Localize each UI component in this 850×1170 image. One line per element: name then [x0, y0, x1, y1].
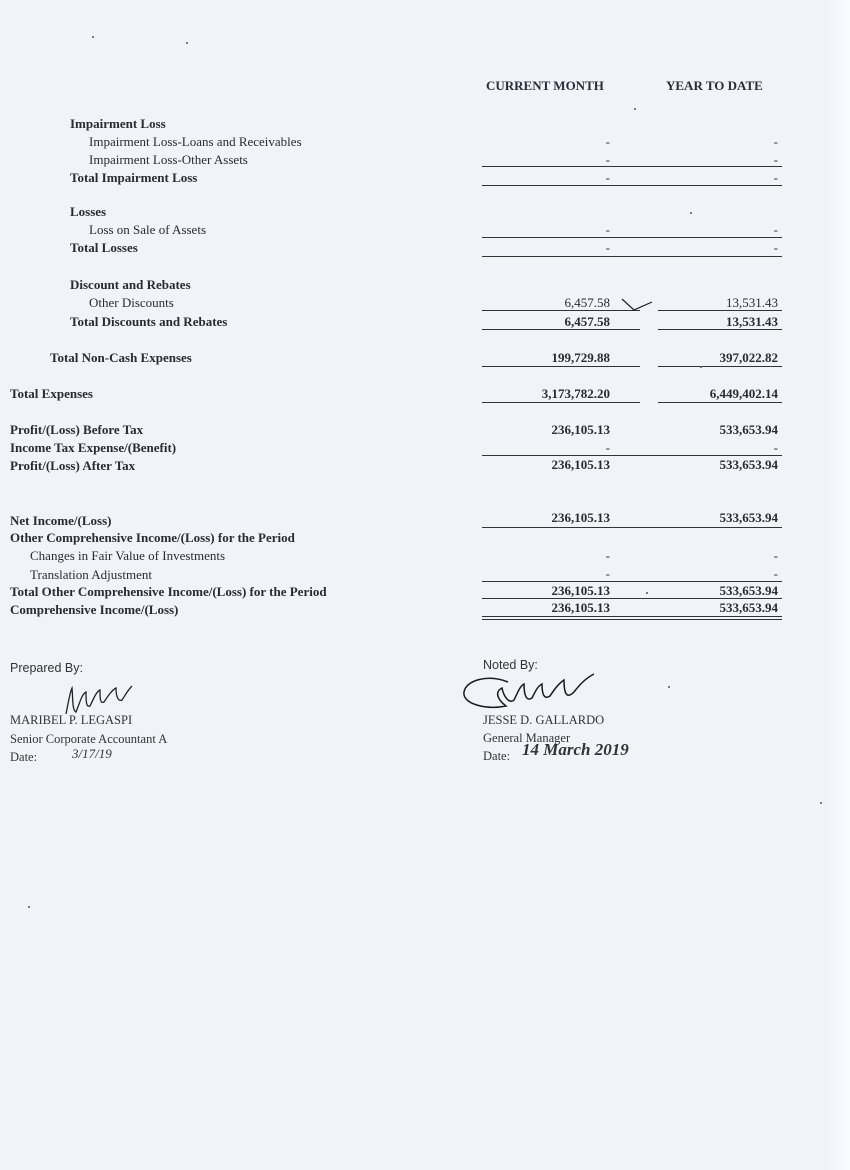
profit-after-tax-ytd: 533,653.94: [719, 457, 778, 472]
scan-speck: [690, 212, 692, 214]
changes-fair-value-cm: -: [605, 548, 610, 563]
rule: [482, 402, 640, 403]
total-non-cash-cm: 199,729.88: [551, 350, 610, 365]
scan-speck: [634, 108, 636, 110]
row-loss-sale-assets-ytd: -: [773, 222, 778, 237]
total-losses-cm: -: [605, 240, 610, 255]
row-impairment-loans-ytd: -: [773, 134, 778, 149]
total-other-comprehensive-label: Total Other Comprehensive Income/(Loss) for the Period: [10, 584, 327, 599]
noted-by-date-label: Date:: [483, 749, 511, 763]
prepared-by-date: 3/17/19: [72, 746, 112, 761]
noted-by-heading: Noted By:: [483, 658, 538, 672]
rule: [482, 616, 782, 617]
row-other-discounts-cm: 6,457.58: [564, 295, 610, 310]
income-tax-cm: -: [605, 440, 610, 455]
profit-before-tax-cm: 236,105.13: [551, 422, 610, 437]
rule: [482, 598, 782, 599]
row-other-discounts-ytd: 13,531.43: [726, 295, 778, 310]
scan-speck: [820, 802, 822, 804]
total-discounts-ytd: 13,531.43: [726, 314, 778, 329]
noted-by-title: General Manager: [483, 731, 571, 745]
row-impairment-other-cm: -: [605, 152, 610, 167]
scan-speck: [700, 366, 702, 368]
scan-speck: [646, 592, 648, 594]
rule: [482, 166, 782, 167]
total-impairment-label: Total Impairment Loss: [70, 170, 198, 185]
rule: [658, 310, 782, 311]
scan-speck: [28, 906, 30, 908]
scan-speck: [92, 36, 94, 38]
total-other-comprehensive-cm: 236,105.13: [551, 583, 610, 598]
total-losses-label: Total Losses: [70, 240, 138, 255]
total-impairment-ytd: -: [773, 170, 778, 185]
section-losses: Losses: [70, 204, 107, 219]
profit-before-tax-ytd: 533,653.94: [719, 422, 778, 437]
income-tax-ytd: -: [773, 440, 778, 455]
row-other-discounts-label: Other Discounts: [89, 295, 174, 310]
rule: [482, 329, 640, 330]
comprehensive-income-label: Comprehensive Income/(Loss): [10, 602, 179, 617]
rule: [482, 256, 782, 257]
total-discounts-label: Total Discounts and Rebates: [70, 314, 228, 329]
total-non-cash-ytd: 397,022.82: [719, 350, 778, 365]
income-tax-label: Income Tax Expense/(Benefit): [10, 440, 177, 455]
net-income-cm: 236,105.13: [551, 510, 610, 525]
page-edge: [826, 0, 850, 1170]
row-impairment-other-ytd: -: [773, 152, 778, 167]
total-expenses-cm: 3,173,782.20: [541, 386, 610, 401]
total-expenses-ytd: 6,449,402.14: [709, 386, 778, 401]
comprehensive-income-ytd: 533,653.94: [719, 600, 778, 615]
rule: [482, 185, 782, 186]
noted-by-date: 14 March 2019: [522, 740, 629, 759]
row-loss-sale-assets-label: Loss on Sale of Assets: [89, 222, 206, 237]
scan-speck: [186, 42, 188, 44]
row-loss-sale-assets-cm: -: [605, 222, 610, 237]
rule: [482, 455, 782, 456]
row-impairment-other-label: Impairment Loss-Other Assets: [89, 152, 248, 167]
profit-before-tax-label: Profit/(Loss) Before Tax: [10, 422, 144, 437]
net-income-ytd: 533,653.94: [719, 510, 778, 525]
total-discounts-cm: 6,457.58: [564, 314, 610, 329]
prepared-by-title: Senior Corporate Accountant A: [10, 732, 168, 746]
row-impairment-loans-cm: -: [605, 134, 610, 149]
total-impairment-cm: -: [605, 170, 610, 185]
rule: [658, 402, 782, 403]
total-losses-ytd: -: [773, 240, 778, 255]
changes-fair-value-ytd: -: [773, 548, 778, 563]
section-discount-rebates: Discount and Rebates: [70, 277, 191, 292]
header-current-month: CURRENT MONTH: [486, 78, 604, 93]
prepared-by-date-label: Date:: [10, 750, 38, 764]
profit-after-tax-cm: 236,105.13: [551, 457, 610, 472]
changes-fair-value-label: Changes in Fair Value of Investments: [30, 548, 226, 563]
header-year-to-date: YEAR TO DATE: [666, 78, 763, 93]
scan-speck: [668, 686, 670, 688]
rule: [482, 366, 640, 367]
net-income-label: Net Income/(Loss): [10, 513, 112, 528]
other-comprehensive-label: Other Comprehensive Income/(Loss) for the Period: [10, 530, 295, 545]
rule: [482, 237, 782, 238]
rule: [658, 329, 782, 330]
translation-adjustment-ytd: -: [773, 566, 778, 581]
check-mark-icon: [620, 296, 656, 316]
comprehensive-income-cm: 236,105.13: [551, 600, 610, 615]
rule: [482, 527, 782, 528]
rule: [482, 619, 782, 620]
section-impairment-loss: Impairment Loss: [70, 116, 166, 131]
total-non-cash-label: Total Non-Cash Expenses: [50, 350, 192, 365]
translation-adjustment-cm: -: [605, 566, 610, 581]
prepared-by-heading: Prepared By:: [10, 661, 83, 675]
total-expenses-label: Total Expenses: [10, 386, 93, 401]
translation-adjustment-label: Translation Adjustment: [30, 567, 152, 582]
row-impairment-loans-label: Impairment Loss-Loans and Receivables: [89, 134, 302, 149]
noted-by-name: JESSE D. GALLARDO: [483, 713, 605, 727]
rule: [482, 310, 640, 311]
prepared-by-name: MARIBEL P. LEGASPI: [10, 713, 133, 727]
profit-after-tax-label: Profit/(Loss) After Tax: [10, 458, 136, 473]
rule: [658, 366, 782, 367]
rule: [482, 581, 782, 582]
total-other-comprehensive-ytd: 533,653.94: [719, 583, 778, 598]
